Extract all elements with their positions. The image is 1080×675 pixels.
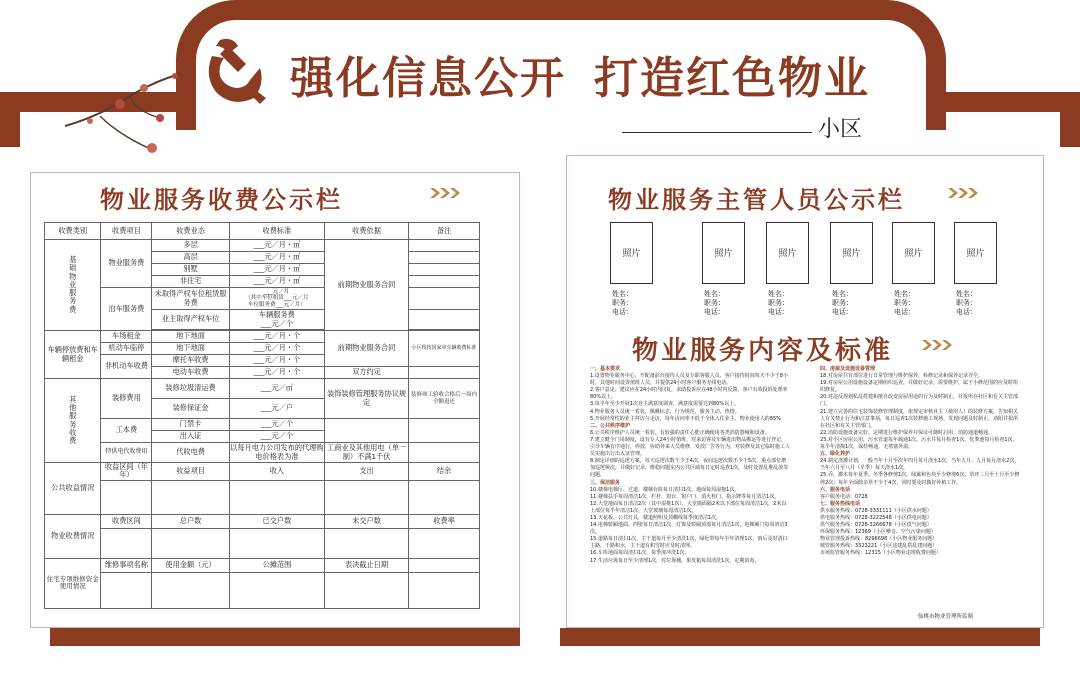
table-cell: ___元／个 (229, 419, 324, 431)
table-row (45, 288, 480, 310)
table-cell: 总户数 (152, 514, 229, 528)
table-cell: 多层 (152, 240, 229, 252)
table-cell (409, 240, 480, 252)
table-cell: 公共收益情况 (45, 463, 101, 515)
table-cell: 摩托车收费 (152, 355, 229, 367)
table-cell: 前期物业服务合同 (325, 331, 409, 367)
table-row (45, 419, 480, 431)
header-cell: 收费业态 (152, 223, 229, 240)
table-cell: 支出 (325, 463, 409, 481)
service-paragraph: 23.对小区房屋公用、污水管道每年疏通1次，污水井每月检查1次，化粪池每月检查1次，每半年清掏1次，保持畅通，无堵塞外溢。 (820, 436, 1018, 451)
frame-bottom-left (50, 628, 520, 646)
table-cell (152, 528, 229, 558)
arrow-decoration-icon (946, 186, 986, 200)
table-cell (409, 419, 480, 443)
category-vehicle: 车辆停放费和车辆租金 (45, 331, 101, 379)
table-cell (325, 480, 409, 514)
table-cell (45, 240, 101, 331)
table-cell: 出入证 (152, 431, 229, 443)
table-cell: 未取得产权车位租赁服务费 (152, 288, 229, 310)
service-section-heading: 三、保洁服务 (590, 479, 621, 486)
service-paragraph: 供气服务热线：0728-3266678（小区供气问题） (820, 522, 932, 529)
service-content-column-2 (820, 366, 1020, 558)
page-title (290, 42, 870, 106)
staff-photo (892, 222, 935, 284)
service-section-heading: 六、服务电话 (820, 486, 851, 493)
service-paragraph: 24.制定浇灌计划，一般当年十月至次年四月每月浇水1次，当年五月、九月每月浇水2次，当年六月至八月（旱季）每天浇水1次。 (820, 458, 1020, 472)
staff-info: 姓名： 职务： 电话： (894, 290, 915, 316)
table-cell: ___元／㎡ (229, 379, 324, 399)
service-section-heading: 五、绿化养护 (820, 451, 851, 458)
table-cell: 业主取得产权车位 (152, 310, 229, 330)
table-cell: 装饰装修管理服务协议规定 (325, 379, 409, 419)
table-cell (409, 572, 480, 608)
table-cell (152, 480, 229, 514)
table-cell: 车场租金 (101, 331, 152, 343)
table-cell: 车辆服务费 ___元／个 (229, 310, 324, 330)
header-cell: 备注 (409, 223, 480, 240)
service-paragraph: 8.制定详细的巡逻方案，每天巡逻次数不少于4次，夜间巡逻次数不少于5次，重点部位增加巡逻频次，并做好记录，维稳问题室内公共区域每日定时巡查1次，及时处置乱堆乱放等问题。 (590, 458, 789, 479)
category-basic: 基础物业服务费 (69, 255, 77, 314)
staff-panel-title: 物业服务主管人员公示栏 (608, 186, 905, 214)
table-row (45, 331, 480, 343)
service-paragraph: 16.车库地面每周清扫1次，每季度冲洗1次。 (590, 550, 690, 557)
table-cell: 表决截止日期 (325, 558, 409, 572)
category-other: 其他服务收费 (69, 394, 77, 446)
service-paragraph: 19.对房屋公用设施设备定期组织巡查，并做好记录，需要维护，属于小修范围的应及时组织修复。 (820, 380, 1018, 394)
service-paragraph: 2.客户意见、建议应在24小时内回复，求助投诉应在48小时内反馈，客户有效投诉处理率80%以上。 (590, 387, 788, 401)
issuer-signature: 仙桃市物业管理所监制 (918, 614, 974, 620)
table-cell (325, 528, 409, 558)
table-cell: ___元／月・个 (229, 367, 324, 379)
service-paragraph: 4.物业服务人员统一着装，佩戴标志，行为规范，服务主动、热情。 (590, 408, 740, 415)
frame-right-bar (930, 92, 1080, 147)
frame-bottom-right (560, 628, 1040, 646)
table-cell: 工商业及其他用电（单一制）不满1千伏 (325, 443, 409, 463)
community-name-blank (622, 132, 812, 133)
photo-label: 照片 (842, 249, 861, 259)
staff-info: 姓名： 职务： 电话： (768, 290, 789, 316)
table-cell: 装修垃圾清运费 (152, 379, 229, 399)
service-section-heading: 二、公共秩序维护 (590, 422, 631, 429)
service-paragraph: 供电服务热线：0728-3222548（小区供电问题） (820, 514, 932, 521)
table-cell (325, 572, 409, 608)
service-paragraph: 市场监管服务热线：12315（小区物业违规收费问题） (820, 550, 941, 557)
table-cell: ___元／月・个 (229, 355, 324, 367)
table-cell: 前期物业服务合同 (325, 240, 409, 331)
title-part-2: 打造红色物业 (594, 53, 870, 104)
service-section-heading: 一、基本要求 (590, 366, 621, 372)
table-cell: ___元／月 （其中车位租赁___元／月 车位服务费___元／月） (229, 288, 324, 310)
header-cell: 收费项目 (101, 223, 152, 240)
photo-label: 照片 (714, 249, 733, 259)
table-cell: 以每月电力公司发布的代理购电价格表为准 (230, 443, 324, 461)
table-row (45, 463, 480, 481)
table-cell (409, 264, 480, 276)
table-cell: ___元／月・㎡ (229, 276, 324, 288)
service-paragraph: 物业管理投诉热线：8296698（小区物业服务问题） (820, 536, 938, 543)
table-cell: 机动车临停 (101, 343, 152, 355)
table-cell: 特供电代收费用 (101, 443, 152, 463)
arrow-decoration-icon (428, 186, 468, 200)
table-cell (229, 572, 324, 608)
table-cell: 维修事项名称 (101, 558, 152, 572)
table-row (45, 514, 480, 528)
service-paragraph: 客户服务电话：0728 (820, 493, 868, 500)
plum-branch-icon (60, 66, 200, 166)
staff-info: 姓名： 职务： 电话： (832, 290, 853, 316)
header-cell: 收费依据 (325, 223, 409, 240)
table-cell (409, 252, 480, 264)
table-row (45, 572, 480, 608)
table-row (45, 443, 480, 463)
table-cell (409, 310, 480, 330)
table-cell: ___元／月・㎡ (229, 252, 324, 264)
table-cell: 装修费用 (101, 379, 152, 419)
staff-photo (766, 222, 809, 284)
table-cell (152, 572, 229, 608)
table-cell: 工本费 (101, 419, 152, 443)
service-paragraph: 3.每半年至少开展1次业主满意度调查，满意度需要达到80%以上。 (590, 401, 740, 408)
service-paragraph: 1.设置物业服务中心，开配备前台接待人员及专职客服人员，客户接待时间每天不少于8小时，其他时间设置值班人员，并提供24小时客户服务专线电话。 (590, 373, 788, 387)
staff-photo (830, 222, 873, 284)
table-cell (45, 379, 101, 463)
service-paragraph: 6.公共秩序维护人员统一着装，有较强的责任心能正确使用各类消防器械和设备。 (590, 429, 770, 436)
staff-info: 姓名： 职务： 电话： (612, 290, 633, 316)
service-paragraph: 20.对违反规划私乱搭建和擅自改变房屋用途的行为及时制止，并报所在社区和有关主管部门。 (820, 394, 1018, 408)
header-cell: 收费类别 (45, 223, 101, 240)
table-cell: 收益项目 (152, 463, 229, 481)
table-cell: 电动车收费 (152, 367, 229, 379)
service-paragraph: 17.生活垃圾每日至少清理1次，对垃圾桶，果皮箱每周清洗1次，定期消毒。 (590, 557, 760, 564)
service-paragraph: 11.楼梯扶手每周清洁1次，栏杆、窗台、窗户门、消火栓门、指示牌等每月清洁1次。 (590, 493, 780, 500)
table-cell: ___元／月・㎡ (229, 264, 324, 276)
table-cell: 高层 (152, 252, 229, 264)
table-cell: ___元／月・个 (229, 343, 324, 355)
table-cell: ___元／月・个 (229, 331, 324, 343)
fee-panel-title: 物业服务收费公示栏 (100, 186, 343, 214)
table-cell: 非住宅 (152, 276, 229, 288)
staff-photo (610, 222, 653, 284)
service-section-heading: 四、房屋及设施设备管理 (820, 366, 876, 372)
service-paragraph: 14.电梯轿厢地面、四壁每日清洁1次，灯饰及轿厢顶部每月清洁1次，电梯厢门每周清洁3次。 (590, 522, 788, 536)
table-cell: 公摊范围 (229, 558, 324, 572)
table-cell (409, 276, 480, 288)
service-paragraph: 供水服务热线：0728-3331111（小区供水问题） (820, 507, 932, 514)
table-cell: 未交户数 (325, 514, 409, 528)
table-cell: 代收电费 (152, 443, 229, 463)
fee-table (44, 222, 480, 609)
service-paragraph: 21.建立完善的住宅装饰装修管理制度，依规定审核业主（使用人）的装修方案，告知相关人有关禁止行为和注意事项，每日巡查1次装修施工现场，发现问题及时制止，劝阻并报所在社区和有关主管部门。 (820, 408, 1019, 429)
service-content-column-1 (590, 366, 790, 565)
community-suffix: 小区 (818, 117, 863, 142)
photo-label: 照片 (622, 249, 641, 259)
table-cell (409, 443, 480, 463)
table-cell (101, 480, 152, 514)
table-cell: 泊车服务费 (101, 288, 152, 331)
service-paragraph: 环保服务热线：12369（小区噪音、空气污染问题） (820, 529, 936, 536)
arrow-decoration-icon (920, 338, 960, 352)
photo-label: 照片 (966, 249, 985, 259)
table-cell: 物业服务费 (101, 240, 152, 288)
table-cell: ___元／户 (229, 399, 324, 419)
table-cell: ___元／个 (229, 431, 324, 443)
photo-label: 照片 (778, 249, 797, 259)
table-cell: 已交户数 (229, 514, 324, 528)
staff-photo (954, 222, 997, 284)
table-cell: 收费区间 (101, 514, 152, 528)
table-cell: ___元／月・㎡ (229, 240, 324, 252)
table-cell: 装修保证金 (152, 399, 229, 419)
service-standard-title: 物业服务内容及标准 (632, 336, 894, 366)
service-paragraph: 15.道路每日清扫1次，主干道每月至少清洗1次，绿化带每年半年清理1次，雨后及时清扫主路、干路积水，主干道有积雪时应及时清理。 (590, 536, 788, 550)
service-paragraph: 7.建立健全门岗制度，设有专人24小时值班，对来访客及车辆进出物品搬运等进行登记，引导车辆有序通行，停放，协助外来人员维修，发放广告等行为，对装修及其它临时施工人员实施出行出入证管理。 (590, 436, 791, 458)
staff-info: 姓名： 职务： 电话： (956, 290, 977, 316)
table-cell: 装修竣工验收合格后一周内全额退还 (409, 379, 480, 419)
table-cell: 收费率 (409, 514, 480, 528)
table-cell: 非机动车收费 (101, 355, 152, 379)
header-cell: 收费标准 (229, 223, 324, 240)
staff-info: 姓名： 职务： 电话： (704, 290, 725, 316)
table-cell (325, 419, 409, 443)
table-cell: 门禁卡 (152, 419, 229, 431)
table-cell (101, 528, 152, 558)
service-paragraph: 18.对房屋共有部位进行日常管理与维护保养，检修记录和保养记录齐全。 (820, 373, 983, 380)
table-row (45, 240, 480, 252)
table-cell (229, 480, 324, 514)
table-cell: 双方约定 (325, 367, 409, 379)
table-row (45, 558, 480, 572)
service-paragraph: 13.天花板、公共灯具，楼道照明及顶棚线每季度清洁1次。 (590, 514, 722, 521)
table-row (45, 379, 480, 399)
table-cell: 收入 (229, 463, 324, 481)
table-cell: 地下地面 (152, 343, 229, 355)
table-row (45, 528, 480, 558)
table-cell: 收益区间（年年） (101, 463, 152, 481)
table-cell (409, 288, 480, 310)
table-cell: 小区现按国家审车辆收费标准 (409, 331, 480, 367)
table-cell (409, 528, 480, 558)
service-paragraph: 10.楼梯电梯厅、过道、楼梯台阶每日清扫1次，地面每周湿拖1次。 (590, 486, 740, 493)
photo-label: 照片 (904, 249, 923, 259)
table-row (45, 223, 480, 240)
service-section-heading: 七、服务热线电话 (820, 500, 861, 507)
table-cell: 物业收费情况 (45, 514, 101, 558)
title-part-1: 强化信息公开 (290, 53, 566, 104)
staff-photo (702, 222, 745, 284)
service-paragraph: 12.大堂地面每日清洁2次（其中湿拖1次），大堂墙面隔2米以下部位每周清洁1次，2米以上部位每半年清洁1次，大堂玻璃每周清洁1次。 (590, 500, 787, 514)
service-paragraph: 5.开展经常性的业主拜访与走访，每年访问率不低于全体入住业主、物业使用人的85% (590, 415, 781, 422)
table-cell: 住宅专项维修资金使用情况 (45, 558, 101, 608)
table-cell (229, 528, 324, 558)
table-cell (409, 480, 480, 514)
service-paragraph: 25.乔、灌木每年夏季、冬季各修剪1次，绿篱和色块至少修剪6次，草坪三月至十月至少修剪2次；每年全面除杂草不少于4次，同时要及时做好补植工作。 (820, 472, 1020, 486)
table-cell (409, 558, 480, 572)
table-row (45, 480, 480, 514)
table-cell: 地下地面 (152, 331, 229, 343)
table-cell (409, 367, 480, 379)
party-emblem-icon (198, 36, 270, 108)
table-cell: 使用金额（元） (152, 558, 229, 572)
service-paragraph: 城管服务热线：3323221（小区违建乱搭乱建问题） (820, 543, 938, 550)
service-paragraph: 22.消防设施设备完好，定期进行维护保养并保证可随时启用，消防通道畅通。 (820, 429, 993, 436)
table-cell: 别墅 (152, 264, 229, 276)
table-cell (101, 572, 152, 608)
table-cell: 结余 (409, 463, 480, 481)
